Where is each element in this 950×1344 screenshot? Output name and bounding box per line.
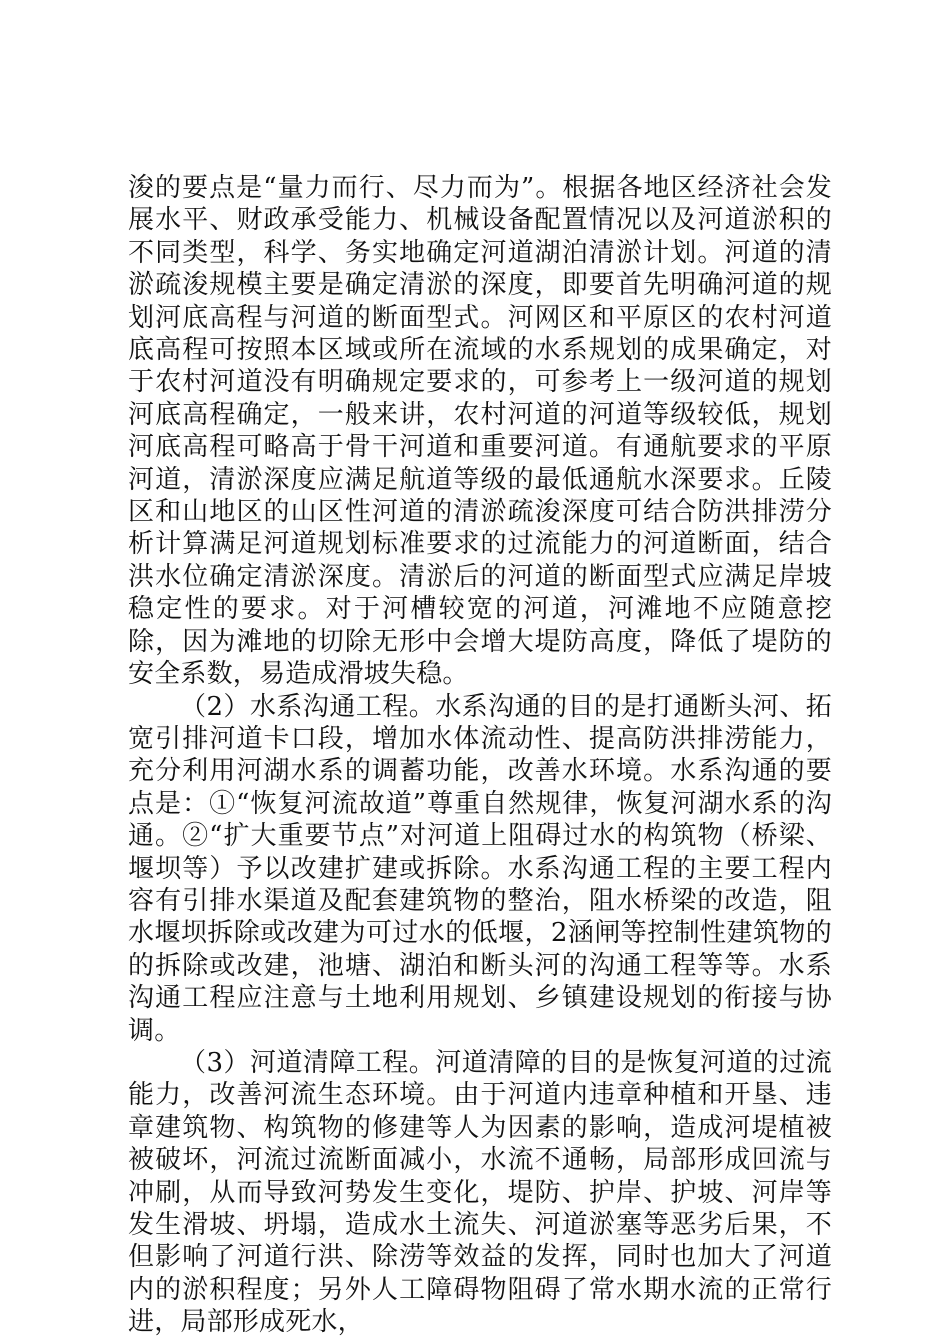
body-text — [128, 172, 832, 1339]
paragraph-dredging-continuation: 浚的要点是“量力而行、尽力而为”。根据各地区经济社会发展水平、财政承受能力、机械设备配置情况以及河道淤积的不同类型，科学、务实地确定河道湖泊清淤计划。河道的清淤疏浚规模主要是确定清淤的深度，即要首先明确河道的规划河底高程与河道的断面型式。河网区和平原区的农村河道底高程可按照本区域或所在流域的水系规划的成果确定，对于农村河道没有明确规定要求的，可参考上一级河道的规划河底高程确定，一般来讲，农村河道的河道等级较低，规划河底高程可略高于骨干河道和重要河道。有通航要求的平原河道，清淤深度应满足航道等级的最低通航水深要求。丘陵区和山地区的山区性河道的清淤疏浚深度可结合防洪排涝分析计算满足河道规划标准要求的过流能力的河道断面，结合洪水位确定清淤深度。清淤后的河道的断面型式应满足岸坡稳定性的要求。对于河槽较宽的河道，河滩地不应随意挖除，因为滩地的切除无形中会增大堤防高度，降低了堤防的安全系数，易造成滑坡失稳。 — [128, 173, 832, 690]
paragraph-water-system-connection: （2）水系沟通工程。水系沟通的目的是打通断头河、拓宽引排河道卡口段，增加水体流动性、提高防洪排涝能力，充分利用河湖水系的调蓄功能，改善水环境。水系沟通的要点是：①“恢复河流故道”尊重自然规律，恢复河湖水系的沟通。②“扩大重要节点”对河道上阻碍过水的构筑物（桥梁、堰坝等）予以改建扩建或拆除。水系沟通工程的主要工程内容有引排水渠道及配套建筑物的整治，阻水桥梁的改造，阻水堰坝拆除或改建为可过水的低堰，2涵闸等控制性建筑物的的拆除或改建，池塘、湖泊和断头河的沟通工程等等。水系沟通工程应注意与土地利用规划、乡镇建设规划的衔接与协调。 — [128, 691, 832, 1046]
paragraph-river-obstacle-clearing: （3）河道清障工程。河道清障的目的是恢复河道的过流能力，改善河流生态环境。由于河道内违章种植和开垦、违章建筑物、构筑物的修建等人为因素的影响，造成河堤植被被破坏，河流过流断面减小，水流不通畅，局部形成回流与冲刷，从而导致河势发生变化，堤防、护岸、护坡、河岸等发生滑坡、坍塌，造成水土流失、河道淤塞等恶劣后果，不但影响了河道行洪、除涝等效益的发挥，同时也加大了河道内的淤积程度；另外人工障碍物阻碍了常水期水流的正常行进，局部形成死水， — [128, 1047, 832, 1338]
